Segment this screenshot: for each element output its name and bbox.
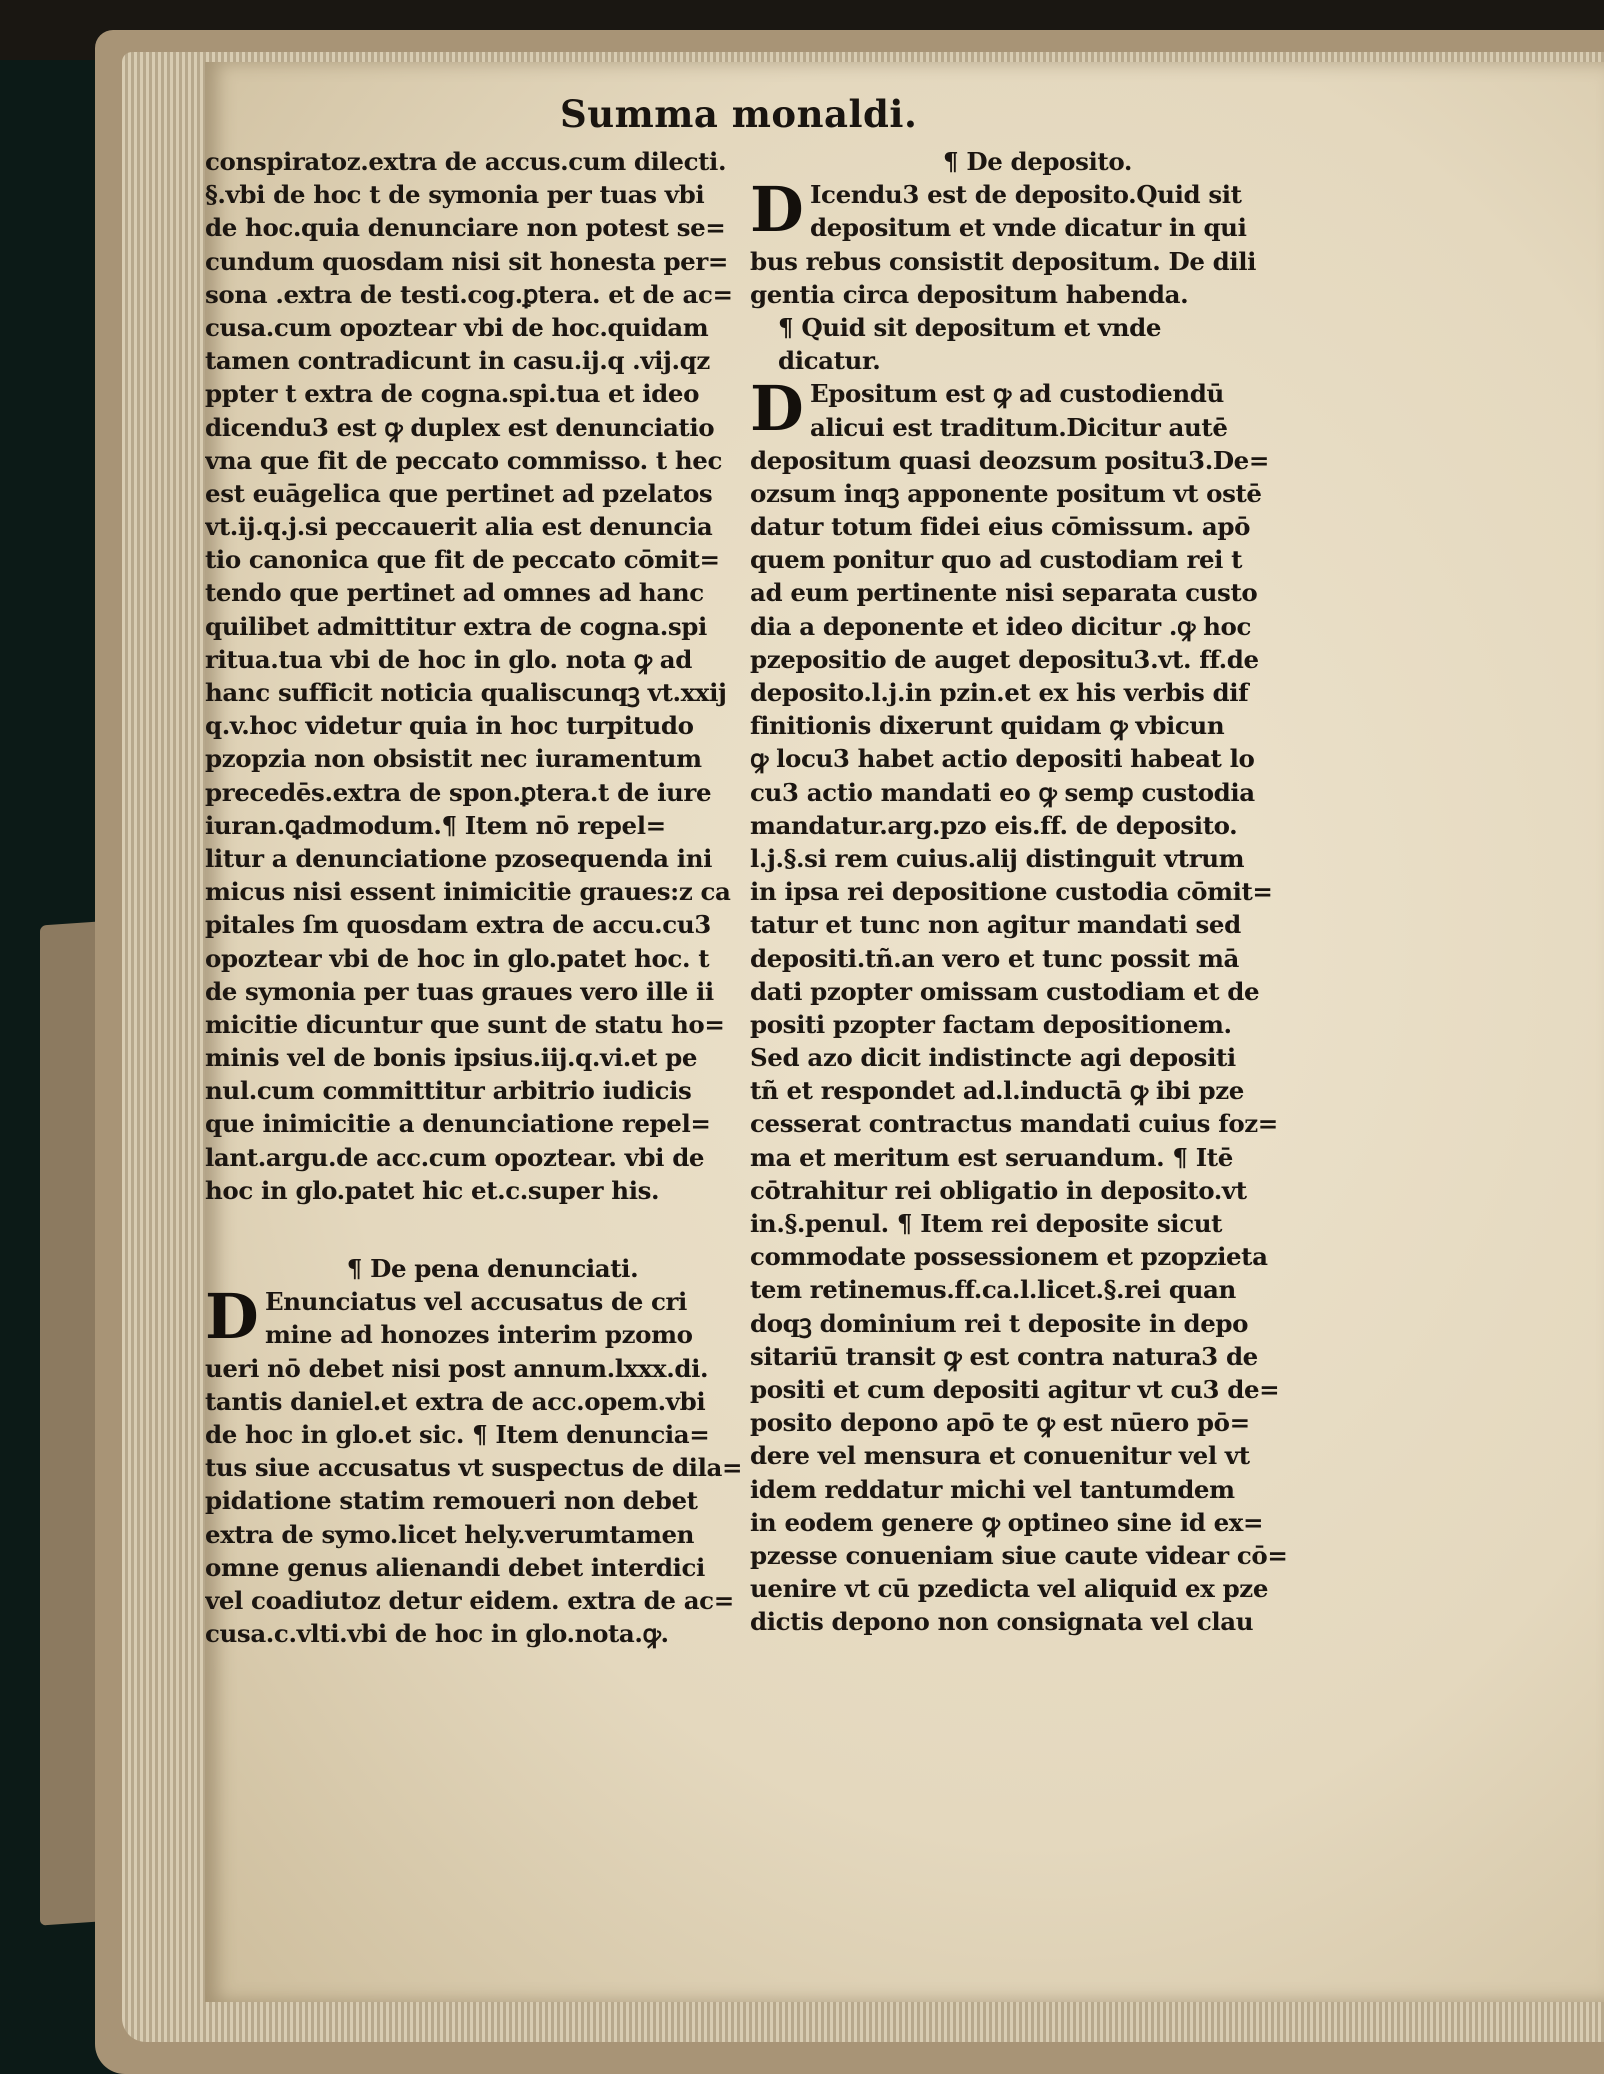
text-line: pidatione statim remoueri non debet	[205, 1486, 698, 1516]
text-line: de hoc in glo.et sic. ¶ Item denuncia=	[205, 1419, 710, 1449]
text-line: tus siue accusatus vt suspectus de dila=	[205, 1453, 743, 1483]
text-line: deposito.l.j.in pzin.et ex his verbis dif	[750, 678, 1249, 707]
initial-letter: D	[750, 173, 804, 247]
text-line: in.§.penul. ¶ Item rei deposite sicut	[750, 1209, 1223, 1238]
initial-letter: D	[205, 1280, 259, 1354]
text-line: pzepositio de auget depositu3.vt. ff.de	[750, 644, 1259, 674]
text-line: vt.ij.q.j.si peccauerit alia est denuncia	[205, 512, 713, 542]
initial-lines	[750, 372, 1325, 446]
text-line: ad eum pertinente nisi separata custo	[750, 578, 1258, 608]
text-line: quilibet admittitur extra de cogna.spi	[205, 611, 707, 641]
text-line: minis vel de bonis ipsius.iij.q.vi.et pe	[205, 1043, 698, 1073]
initial-lines	[205, 1280, 780, 1354]
text-line: cu3 actio mandati eo ꝙ semꝑ custodia	[750, 777, 1255, 807]
text-line: bus rebus consistit depositum. De dili	[750, 246, 1257, 276]
text-line: cusa.cum opoztear vbi de hoc.quidam	[205, 312, 709, 342]
running-head: Summa monaldi.	[560, 92, 918, 136]
section-gap	[205, 1207, 780, 1252]
text-line: dictis depono non consignata vel clau	[750, 1607, 1254, 1637]
text-line: finitionis dixerunt quidam ꝙ vbicun	[750, 711, 1225, 741]
text-line: omne genus alienandi debet interdici	[205, 1552, 705, 1582]
text-line: conspiratoz.extra de accus.cum dilecti.	[205, 147, 727, 176]
text-line: de symonia per tuas graues vero ille ii	[205, 976, 714, 1006]
text-line: opoztear vbi de hoc in glo.patet hoc. t	[205, 943, 710, 973]
right-column	[750, 145, 1325, 1638]
text-line: mandatur.arg.pzo eis.ff. de deposito.	[750, 810, 1238, 840]
text-line: tamen contradicunt in casu.ij.q .vij.qz	[205, 346, 710, 376]
text-line: tendo que pertinet ad omnes ad hanc	[205, 578, 704, 608]
paragraph-with-initial	[750, 372, 1325, 446]
text-line: cusa.c.vlti.vbi de hoc in glo.nota.ꝙ.	[205, 1619, 669, 1649]
text-line: tñ et respondet ad.l.inductā ꝙ ibi pze	[750, 1076, 1244, 1106]
text-line: hanc sufficit noticia qualiscunqꝫ vt.xxij	[205, 678, 727, 707]
text-line: cundum quosdam nisi sit honesta per=	[205, 246, 728, 276]
text-line: iuran.ꝗadmodum.¶ Item nō repel=	[205, 810, 666, 840]
initial-lines	[750, 173, 1325, 247]
subsection-title-line: ¶ Quid sit depositum et vnde	[778, 312, 1162, 342]
text-line: doqꝫ dominium rei t deposite in depo	[750, 1308, 1249, 1338]
text-line: que inimicitie a denunciatione repel=	[205, 1109, 711, 1139]
text-line: tantis daniel.et extra de acc.opem.vbi	[205, 1386, 706, 1416]
text-line: est euāgelica que pertinet ad pzelatos	[205, 478, 713, 508]
text-line: tatur et tunc non agitur mandati sed	[750, 910, 1241, 940]
left-text-block-bottom	[205, 1352, 780, 1651]
text-line: datur totum fidei eius cōmissum. apō	[750, 512, 1251, 542]
text-line: Enunciatus vel accusatus de cri	[265, 1287, 687, 1317]
text-line: dere vel mensura et conuenitur vel vt	[750, 1441, 1250, 1471]
text-line: pzesse conueniam siue caute videar cō=	[750, 1540, 1288, 1570]
text-line: uenire vt cū pzedicta vel aliquid ex pze	[750, 1574, 1269, 1604]
left-text-block	[205, 145, 780, 1207]
paragraph-with-initial	[205, 1280, 780, 1354]
text-line: sitariū transit ꝙ est contra natura3 de	[750, 1341, 1258, 1371]
paragraph-text	[750, 444, 1325, 1639]
text-line: ma et meritum est seruandum. ¶ Itē	[750, 1142, 1233, 1172]
text-line: pitales ſm quosdam extra de accu.cu3	[205, 910, 711, 940]
text-line: ritua.tua vbi de hoc in glo. nota ꝙ ad	[205, 644, 693, 674]
section-title: ¶ De pena denunciati.	[346, 1254, 639, 1283]
text-line: positi et cum depositi agitur vt cu3 de=	[750, 1374, 1280, 1404]
initial-letter: D	[750, 372, 804, 446]
text-line: depositum et vnde dicatur in qui	[810, 213, 1247, 243]
text-line: tem retinemus.ff.ca.l.licet.§.rei quan	[750, 1275, 1236, 1305]
text-line: extra de symo.licet hely.verumtamen	[205, 1519, 695, 1549]
text-line: Epositum est ꝙ ad custodiendū	[810, 379, 1224, 409]
text-line: litur a denunciatione pzosequenda ini	[205, 843, 713, 873]
text-line: ueri nō debet nisi post annum.lxxx.di.	[205, 1353, 709, 1383]
text-line: sona .extra de testi.cog.ꝑtera. et de ac=	[205, 279, 733, 309]
text-line: cesserat contractus mandati cuius foz=	[750, 1109, 1278, 1139]
text-line: alicui est traditum.Dicitur autē	[810, 412, 1228, 442]
text-line: Sed azo dicit indistincte agi depositi	[750, 1043, 1236, 1073]
section-title-deposito: ¶ De deposito.	[943, 147, 1132, 176]
text-line: hoc in glo.patet hic et.c.super his.	[205, 1175, 660, 1205]
text-line: lant.argu.de acc.cum opoztear. vbi de	[205, 1142, 705, 1172]
text-line: in ipsa rei depositione custodia cōmit=	[750, 877, 1273, 907]
text-line: q.v.hoc videtur quia in hoc turpitudo	[205, 711, 694, 741]
text-line: ozsum inqꝫ apponente positum vt ostē	[750, 478, 1262, 508]
text-line: ꝙ locu3 habet actio depositi habeat lo	[750, 744, 1255, 774]
text-line: dati pzopter omissam custodiam et de	[750, 976, 1260, 1006]
text-line: ppter t extra de cogna.spi.tua et ideo	[205, 379, 700, 409]
text-line: depositi.tñ.an vero et tunc possit mā	[750, 943, 1239, 973]
text-line: nul.cum committitur arbitrio iudicis	[205, 1076, 692, 1106]
text-line: pzopzia non obsistit nec iuramentum	[205, 744, 702, 774]
text-line: idem reddatur michi vel tantumdem	[750, 1474, 1235, 1504]
text-line: depositum quasi deozsum positu3.De=	[750, 445, 1269, 475]
paragraph-text	[750, 245, 1325, 311]
text-line: l.j.§.si rem cuius.alij distinguit vtrum	[750, 843, 1245, 873]
text-line: posito depono apō te ꝙ est nūero pō=	[750, 1408, 1250, 1438]
text-line: dicendu3 est ꝙ duplex est denunciatio	[205, 412, 715, 442]
text-line: cōtrahitur rei obligatio in deposito.vt	[750, 1175, 1247, 1205]
text-line: micitie dicuntur que sunt de statu ho=	[205, 1009, 725, 1039]
text-line: vna que fit de peccato commisso. t hec	[205, 445, 723, 475]
text-line: §.vbi de hoc t de symonia per tuas vbi	[205, 180, 705, 210]
text-line: positi pzopter factam depositionem.	[750, 1009, 1232, 1039]
text-line: precedēs.extra de spon.ꝑtera.t de iure	[205, 777, 712, 807]
text-line: mine ad honozes interim pzomo	[265, 1320, 693, 1350]
text-line: in eodem genere ꝙ optineo sine id ex=	[750, 1507, 1264, 1537]
text-line: commodate possessionem et pzopzieta	[750, 1242, 1268, 1272]
text-line: quem ponitur quo ad custodiam rei t	[750, 545, 1243, 575]
text-line: dia a deponente et ideo dicitur .ꝙ hoc	[750, 611, 1251, 641]
subsection-title-line: dicatur.	[778, 346, 881, 376]
paragraph-with-initial	[750, 173, 1325, 247]
text-line: gentia circa depositum habenda.	[750, 279, 1189, 309]
left-column	[205, 145, 780, 1650]
text-line: micus nisi essent inimicitie graues:z ca	[205, 877, 731, 907]
text-line: tio canonica que fit de peccato cōmit=	[205, 545, 720, 575]
text-line: vel coadiutoz detur eidem. extra de ac=	[205, 1585, 734, 1615]
text-line: Icendu3 est de deposito.Quid sit	[810, 180, 1242, 210]
text-line: de hoc.quia denunciare non potest se=	[205, 213, 726, 243]
